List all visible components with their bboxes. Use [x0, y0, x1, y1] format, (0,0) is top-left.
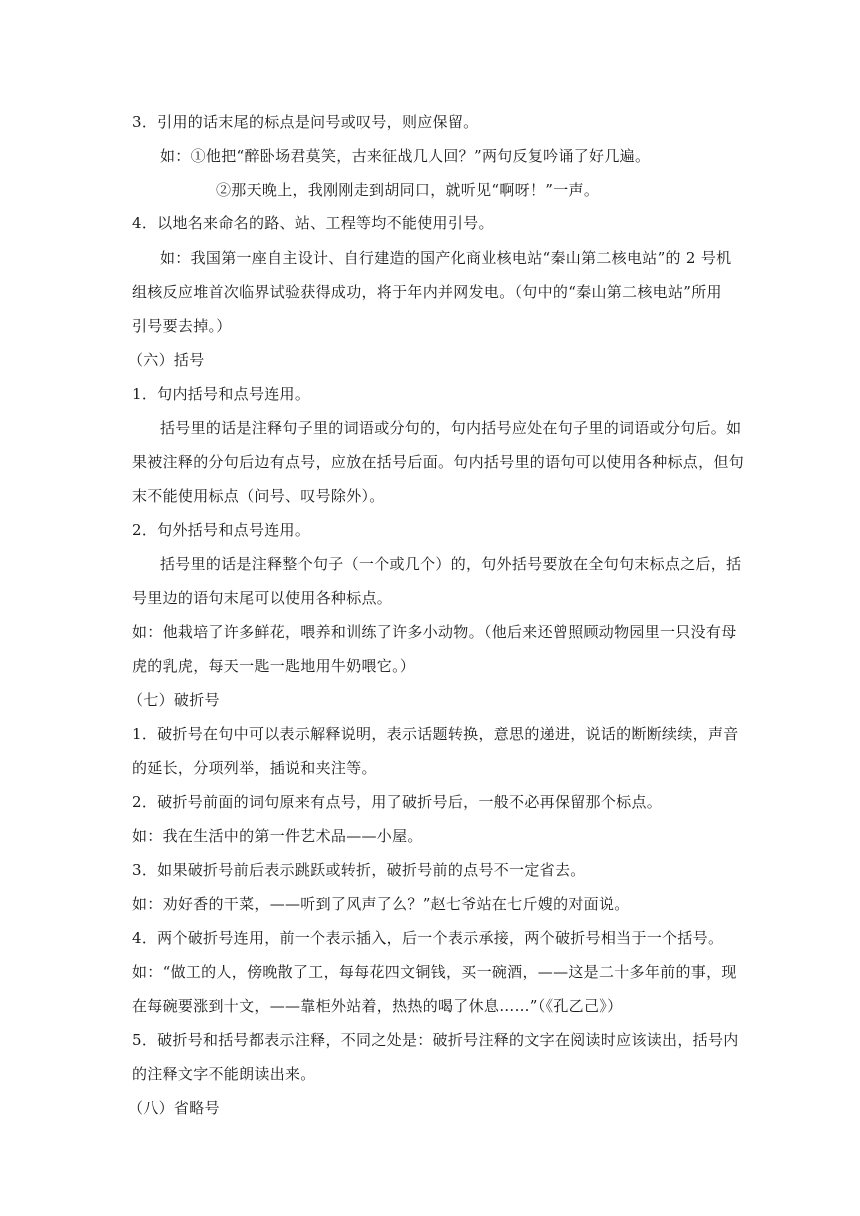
example-line: 虎的乳虎，每天一匙一匙地用牛奶喂它。）: [132, 657, 416, 675]
rule-1-heading: 1．句内括号和点号连用。: [132, 385, 311, 403]
example-1: 如：①他把“醉卧场君莫笑，古来征战几人回？”两句反复吟诵了好几遍。: [160, 147, 651, 165]
rule-2-heading: 2．句外括号和点号连用。: [132, 521, 311, 539]
rule-5-heading: 5．破折号和括号都表示注释，不同之处是：破折号注释的文字在阅读时应该读出，括号内: [132, 1031, 739, 1049]
paragraph-line: 号里边的语句末尾可以使用各种标点。: [132, 589, 393, 607]
example-line: 如：我国第一座自主设计、自行建造的国产化商业核电站“秦山第二核电站”的 2 号机: [160, 249, 732, 267]
paragraph-line: 果被注释的分句后边有点号，应放在括号后面。句内括号里的语句可以使用各种标点，但句: [132, 453, 745, 471]
example-2: ②那天晚上，我刚刚走到胡同口，就听见“啊呀！”一声。: [216, 181, 600, 199]
paragraph-line: 的注释文字不能朗读出来。: [132, 1065, 316, 1083]
section-heading-dash: （七）破折号: [128, 691, 220, 709]
paragraph-line: 的延长，分项列举，插说和夹注等。: [132, 759, 377, 777]
example-line: 在每碗要涨到十文，——靠柜外站着，热热的喝了休息……”（《孔乙己》）: [132, 997, 623, 1015]
section-heading-ellipsis: （八）省略号: [128, 1099, 220, 1117]
paragraph-line: 括号里的话是注释整个句子（一个或几个）的，句外括号要放在全句句末标点之后，括: [160, 555, 742, 573]
rule-3-heading: 3．引用的话末尾的标点是问号或叹号，则应保留。: [132, 113, 479, 131]
rule-4-heading: 4．两个破折号连用，前一个表示插入，后一个表示承接，两个破折号相当于一个括号。: [132, 929, 724, 947]
example-line: 如：我在生活中的第一件艺术品——小屋。: [132, 827, 423, 845]
example-line: 如：“做工的人，傍晚散了工，每每花四文铜钱，买一碗酒，——这是二十多年前的事，现: [132, 963, 737, 981]
rule-2-heading: 2．破折号前面的词句原来有点号，用了破折号后，一般不必再保留那个标点。: [132, 793, 663, 811]
example-line: 组核反应堆首次临界试验获得成功，将于年内并网发电。（句中的“秦山第二核电站”所用: [132, 283, 722, 301]
paragraph-line: 括号里的话是注释句子里的词语或分句的，句内括号应处在句子里的词语或分句后。如: [160, 419, 742, 437]
rule-4-heading: 4．以地名来命名的路、站、工程等均不能使用引号。: [132, 214, 494, 232]
rule-1-heading: 1．破折号在句中可以表示解释说明，表示话题转换，意思的递进，说话的断断续续，声音: [132, 725, 739, 743]
paragraph-line: 末不能使用标点（问号、叹号除外）。: [132, 487, 385, 505]
section-heading-brackets: （六）括号: [128, 351, 205, 369]
rule-3-heading: 3．如果破折号前后表示跳跃或转折，破折号前的点号不一定省去。: [132, 861, 586, 879]
example-line: 如：劝好香的干菜，——听到了风声了么？”赵七爷站在七斤嫂的对面说。: [132, 895, 630, 913]
example-line: 引号要去掉。）: [132, 317, 232, 335]
example-line: 如：他栽培了许多鲜花，喂养和训练了许多小动物。（他后来还曾照顾动物园里一只没有母: [132, 623, 737, 641]
